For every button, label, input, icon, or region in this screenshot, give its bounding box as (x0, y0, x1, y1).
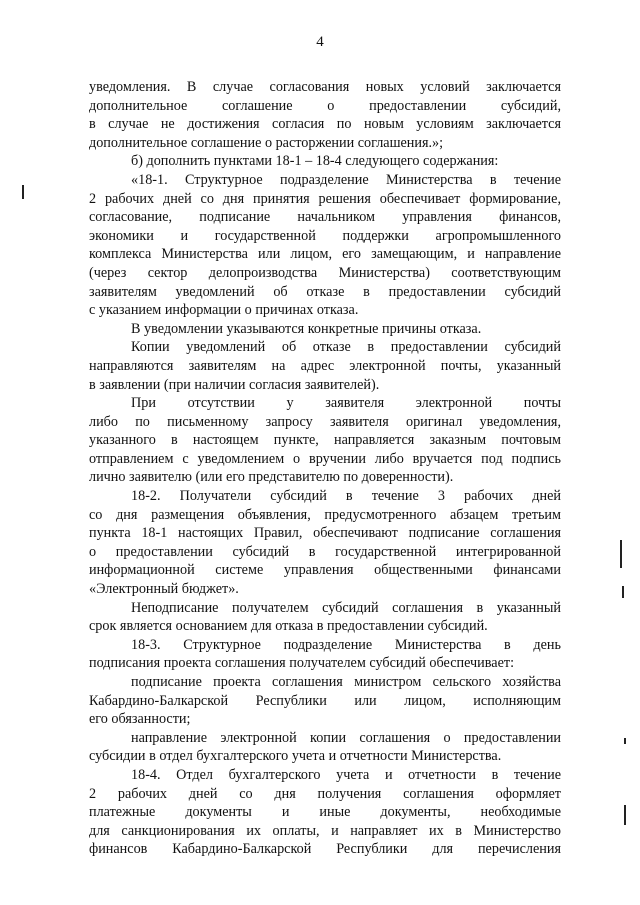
text-line: в случае не достижения согласия по новым условиям заключается (89, 116, 561, 133)
text-line: 2 рабочих дней со дня принятия решения обеспечивает формирование, (89, 190, 561, 207)
text-line: В уведомлении указываются конкретные причины отказа. (131, 320, 482, 337)
text-line: Копии уведомлений об отказе в предоставлении субсидий (131, 339, 561, 356)
text-line: согласование, подписание начальником управления финансов, (89, 209, 561, 226)
text-line: о предоставлении субсидий в государственной интегрированной (89, 543, 561, 560)
text-line: информационной системе управления общественными финансами (89, 562, 561, 579)
text-line: подписание проекта соглашения министром сельского хозяйства (131, 674, 561, 690)
text-line: в заявлении (при наличии согласия заявителей). (89, 376, 380, 393)
text-line: пункта 18-1 настоящих Правил, обеспечивают подписание соглашения (89, 525, 561, 542)
text-line: экономики и государственной поддержки агропромышленного (89, 227, 561, 244)
text-line: его обязанности; (89, 711, 191, 728)
text-line: подписания проекта соглашения получателем субсидий обеспечивает: (89, 655, 515, 672)
text-line: либо по письменному запросу заявителя оригинал уведомления, (89, 413, 561, 430)
text-line: субсидии в отдел бухгалтерского учета и отчетности Министерства. (89, 748, 502, 765)
scan-mark-right-2 (622, 586, 624, 598)
text-line: Неподписание получателем субсидий соглашения в указанный (131, 599, 561, 616)
text-line: со дня размещения объявления, предусмотренного абзацем третьим (89, 506, 561, 523)
text-line: платежные документы и иные документы, необходимые (89, 804, 561, 821)
text-line: При отсутствии у заявителя электронной почты (131, 395, 561, 412)
text-line: 18-2. Получатели субсидий в течение 3 рабочих дней (131, 488, 561, 505)
page-number: 4 (316, 34, 324, 50)
scan-mark-right-1 (620, 540, 622, 568)
text-line: 2 рабочих дней со дня получения соглашения оформляет (89, 785, 561, 802)
text-line: 18-4. Отдел бухгалтерского учета и отчетности в течение (131, 766, 561, 783)
text-line: для санкционирования их оплаты, и направляет их в Министерство (89, 822, 561, 839)
text-line: Кабардино-Балкарской Республики или лицом, исполняющим (89, 692, 561, 709)
text-line: комплекса Министерства или лицом, его замещающим, и направление (89, 246, 561, 263)
text-line: с указанием информации о причинах отказа. (89, 302, 359, 319)
scan-mark-left (22, 185, 24, 199)
text-line: «Электронный бюджет». (89, 581, 239, 598)
text-line: срок является основанием для отказа в предоставлении субсидий. (89, 618, 488, 635)
text-line: лично заявителю (или его представителю по доверенности). (89, 469, 454, 486)
text-line: заявителям уведомлений об отказе в предоставлении субсидий (89, 283, 561, 300)
text-line: дополнительное соглашение о расторжении соглашения.»; (89, 134, 444, 151)
text-line: направляются заявителям на адрес электронной почты, указанный (89, 357, 561, 374)
text-line: 18-3. Структурное подразделение Министерства в день (131, 636, 561, 653)
text-line: направление электронной копии соглашения о предоставлении (131, 729, 561, 746)
text-line: б) дополнить пунктами 18-1 – 18-4 следующего содержания: (131, 153, 499, 170)
scan-mark-right-4 (624, 805, 626, 825)
text-line: (через сектор делопроизводства Министерства) соответствующим (89, 264, 561, 281)
text-line: указанного в настоящем пункте, направляется заказным почтовым (89, 432, 561, 449)
text-line: финансов Кабардино-Балкарской Республики для перечисления (89, 841, 561, 858)
text-line: отправлением с уведомлением о вручении либо вручается под подпись (89, 450, 561, 467)
text-line: уведомления. В случае согласования новых условий заключается (89, 79, 561, 95)
document-body (89, 78, 561, 859)
text-line: дополнительное соглашение о предоставлении субсидий, (89, 97, 561, 114)
scan-mark-right-3 (624, 738, 626, 744)
text-line: «18-1. Структурное подразделение Министерства в течение (131, 171, 561, 188)
